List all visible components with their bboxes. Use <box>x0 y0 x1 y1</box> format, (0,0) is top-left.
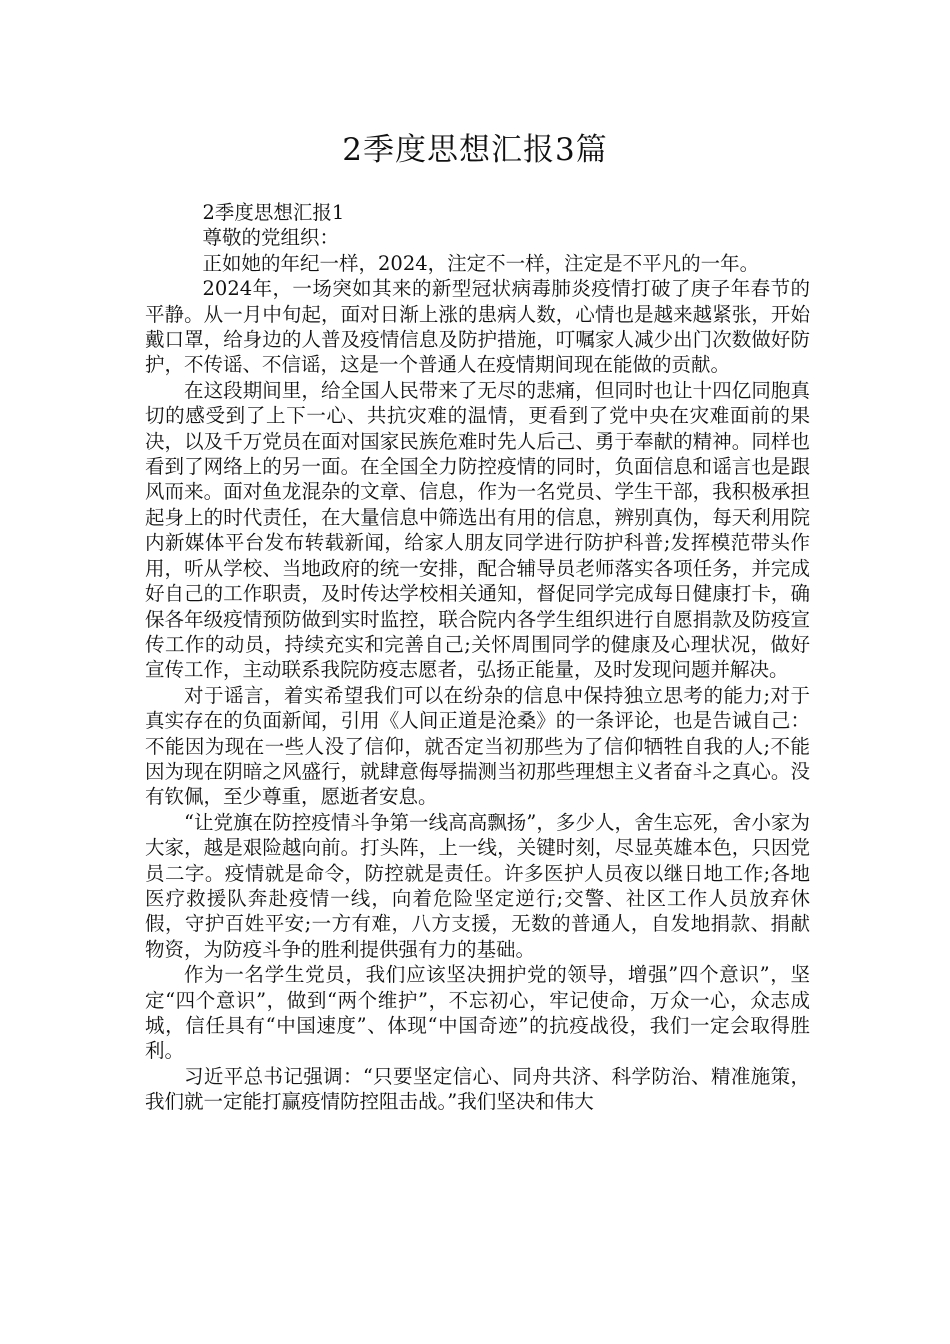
paragraph-1: 正如她的年纪一样，2024，注定不一样，注定是不平凡的一年。 <box>202 251 760 275</box>
paragraph-2: 2024年，一场突如其来的新型冠状病毒肺炎疫情打破了庚子年春节的平静。从一月中旬起，面对日渐上涨的患病人数，心情也是越来越紧张，开始戴口罩，给身边的人普及疫情信息及防护措施，叮嘱家人减少出门次数做好防护，不传谣、不信谣，这是一个普通人在疫情期间现在能做的贡献。 <box>145 277 810 377</box>
paragraph-5: “让党旗在防控疫情斗争第一线高高飘扬”，多少人，舍生忘死，舍小家为大家，越是艰险越向前。打头阵，上一线，关键时刻，尽显英雄本色，只因党员二字。疫情就是命令，防控就是责任。许多医护人员夜以继日地工作;各地医疗救援队奔赴疫情一线，向着危险坚定逆行;交警、社区工作人员放弃休假，守护百姓平安;一方有难，八方支援，无数的普通人，自发地捐款、捐献物资，为防疫斗争的胜利提供强有力的基础。 <box>145 810 810 961</box>
paragraph-3: 在这段期间里，给全国人民带来了无尽的悲痛，但同时也让十四亿同胞真切的感受到了上下一心、共抗灾难的温情，更看到了党中央在灾难面前的果决，以及千万党员在面对国家民族危难时先人后己、勇于奉献的精神。同样也看到了网络上的另一面。在全国全力防控疫情的同时，负面信息和谣言也是跟风而来。面对鱼龙混杂的文章、信息，作为一名党员、学生干部，我积极承担起身上的时代责任，在大量信息中筛选出有用的信息，辨别真伪，每天利用院内新媒体平台发布转载新闻，给家人朋友同学进行防护科普;发挥模范带头作用，听从学校、当地政府的统一安排，配合辅导员老师落实各项任务，并完成好自己的工作职责，及时传达学校相关通知，督促同学完成每日健康打卡，确保各年级疫情预防做到实时监控，联合院内各学生组织进行自愿捐款及防疫宣传工作的动员，持续充实和完善自己;关怀周围同学的健康及心理状况，做好宣传工作，主动联系我院防疫志愿者，弘扬正能量，及时发现问题并解决。 <box>145 378 810 682</box>
section-subtitle: 2季度思想汇报1 <box>202 201 345 224</box>
paragraph-4: 对于谣言，着实希望我们可以在纷杂的信息中保持独立思考的能力;对于真实存在的负面新闻，引用《人间正道是沧桑》的一条评论，也是告诫自己：不能因为现在一些人没了信仰，就否定当初那些为了信仰牺牲自我的人;不能因为现在阴暗之风盛行，就肆意侮辱揣测当初那些理想主义者奋斗之真心。没有钦佩，至少尊重，愿逝者安息。 <box>145 683 810 809</box>
document-body <box>145 200 810 1115</box>
paragraph-7: 习近平总书记强调：“只要坚定信心、同舟共济、科学防治、精准施策，我们就一定能打赢疫情防控阻击战。”我们坚决和伟大 <box>145 1064 810 1114</box>
document-title: 2季度思想汇报3篇 <box>342 132 608 168</box>
salutation: 尊敬的党组织： <box>202 226 340 250</box>
paragraph-6: 作为一名学生党员，我们应该坚决拥护党的领导，增强”四个意识”，坚定“四个意识”，做到“两个维护”，不忘初心，牢记使命，万众一心，众志成城，信任具有“中国速度”、体现“中国奇迹”的抗疫战役，我们一定会取得胜利。 <box>145 963 810 1063</box>
